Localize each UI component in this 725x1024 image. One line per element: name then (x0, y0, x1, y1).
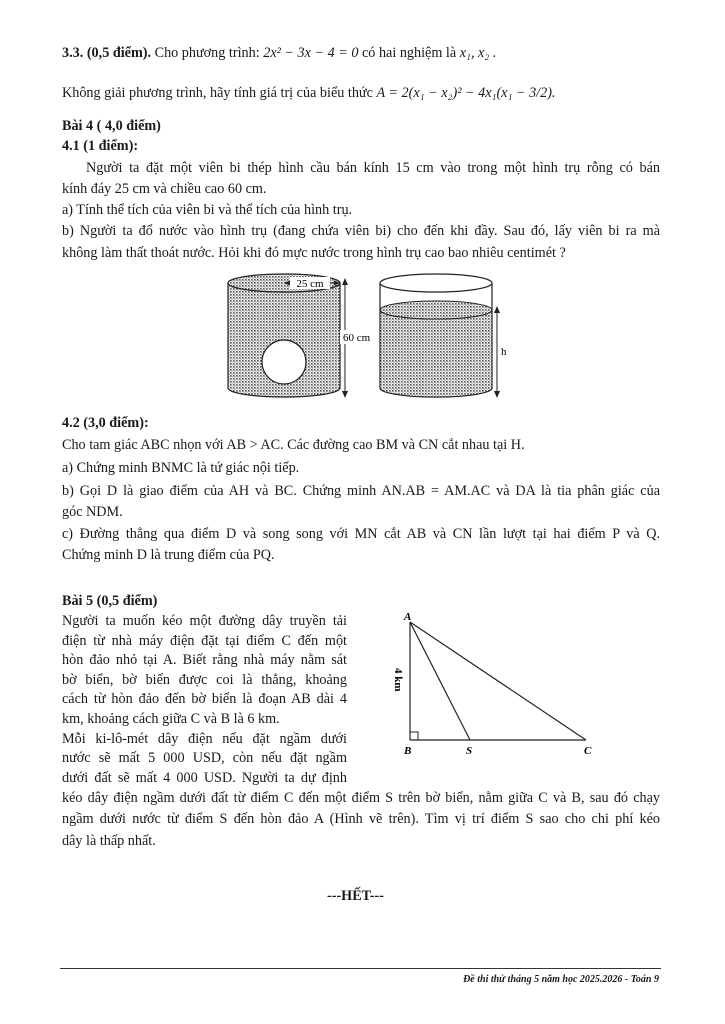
q33-line2 (62, 84, 555, 102)
right-angle-mark (410, 732, 418, 740)
bai5-title: Bài 5 (0,5 điểm) (62, 593, 158, 609)
bai5-col-line-6: Mỗi ki-lô-mét dây điện nếu đặt ngầm dưới (62, 730, 347, 747)
bai5-col-line-5: km, khoảng cách giữa C và B là 6 km. (62, 710, 280, 727)
p41-line-2: a) Tính thể tích của viên bi và thể tích của hình trụ. (62, 202, 353, 218)
p42-line-2: b) Gọi D là giao điểm của AH và BC. Chứng minh AN.AB = AM.AC và DA là tia phân giác của (62, 483, 660, 499)
p42-line-5: Chứng minh D là trung điểm của PQ. (62, 547, 275, 563)
bai5-col-line-8: dưới đất sẽ mất 4 000 USD. Người ta dự định (62, 769, 347, 786)
q33-roots: x₁, x₂ . (459, 45, 497, 61)
cylinder-with-ball (228, 274, 340, 397)
bai5-col-line-7: nước sẽ mất 5 000 USD, còn nếu đặt ngầm (62, 750, 347, 767)
bai5-full-line-0: kéo dây điện ngầm dưới đất từ điểm C đến một điểm S trên bờ biển, nằm giữa C và B, sau đó chạy (62, 790, 660, 806)
radius-label: 25 cm (296, 278, 324, 290)
height-label: 60 cm (343, 332, 371, 344)
ab-length-label: 4 km (392, 668, 404, 692)
segment-as (410, 622, 470, 740)
p42-line-1: a) Chứng minh BNMC là tứ giác nội tiếp. (62, 460, 300, 476)
p42-line-0: Cho tam giác ABC nhọn với AB > AC. Các đường cao BM và CN cắt nhau tại H. (62, 437, 525, 453)
bai5-col-line-2: hòn đảo nhỏ tại A. Biết rằng nhà máy nằm sát (62, 652, 347, 669)
q33-text1: Cho phương trình: (151, 45, 264, 61)
p41-line-0: Người ta đặt một viên bi thép hình cầu bán kính 15 cm vào trong một hình trụ rỗng có bán (86, 160, 660, 176)
bai5-col-line-3: bờ biển, bờ biển được coi là thẳng, khoảng (62, 671, 347, 688)
bai5-col-line-4: cách từ hòn đảo đến bờ biển là đoạn AB dài 4 (62, 691, 347, 708)
height-arrow (340, 278, 372, 398)
p42-title: 4.2 (3,0 điểm): (62, 415, 149, 431)
p41-title: 4.1 (1 điểm): (62, 138, 139, 154)
q33-text2: có hai nghiệm là (358, 45, 460, 61)
p42-line-3: góc NDM. (62, 504, 123, 520)
q33-label: 3.3. (0,5 điểm). (62, 45, 152, 61)
bai5-full-line-1: ngầm dưới nước từ điểm S đến hòn đảo A (Hình vẽ trên). Tìm vị trí điểm S sao cho chi phí kéo (62, 811, 660, 827)
end-mark: ---HẾT--- (327, 888, 385, 904)
footer-text: Đề thi thử tháng 5 năm học 2025.2026 - Toán 9 (463, 974, 659, 985)
bai5-col-line-0: Người ta muốn kéo một đường dây truyền tải (62, 613, 347, 629)
p41-line-3: b) Người ta đổ nước vào hình trụ (đang chứa viên bi) cho đến khi đầy. Sau đó, lấy viên bi ra mà (62, 223, 660, 239)
point-a-label: A (404, 611, 412, 623)
point-c-label: C (584, 745, 592, 757)
q33-equation: 2x² − 3x − 4 = 0 (263, 45, 359, 61)
cylinder-water (380, 274, 492, 397)
point-s-label: S (466, 745, 473, 757)
p42-line-4: c) Đường thẳng qua điểm D và song song với MN cắt AB và CN lần lượt tại hai điểm P và Q. (62, 526, 660, 542)
q33-line2-text: Không giải phương trình, hãy tính giá trị của biểu thức (62, 85, 377, 101)
water-height-label: h (501, 346, 507, 358)
cylinders-figure (224, 270, 524, 406)
q33-line1 (62, 44, 496, 62)
bai4-title: Bài 4 ( 4,0 điểm) (62, 118, 161, 134)
p41-line-1: kính đáy 25 cm và chiều cao 60 cm. (62, 181, 267, 197)
bai5-full-line-2: dây là thấp nhất. (62, 833, 156, 849)
p41-line-4: không làm thất thoát nước. Hỏi khi đó mực nước trong hình trụ cao bao nhiêu centimét ? (62, 245, 566, 261)
ball-circle (262, 340, 306, 384)
q33-expression: A = 2(x₁ − x₂)² − 4x₁(x₁ − 3/2). (376, 85, 556, 101)
footer-rule (60, 968, 661, 969)
bai5-column-text (62, 612, 347, 788)
point-b-label: B (404, 745, 412, 757)
bai5-col-line-1: điện từ nhà máy điện đặt tại điểm C đến một (62, 632, 347, 649)
water-height-arrow (494, 306, 507, 398)
segment-ac (410, 622, 586, 740)
triangle-figure (384, 606, 614, 766)
